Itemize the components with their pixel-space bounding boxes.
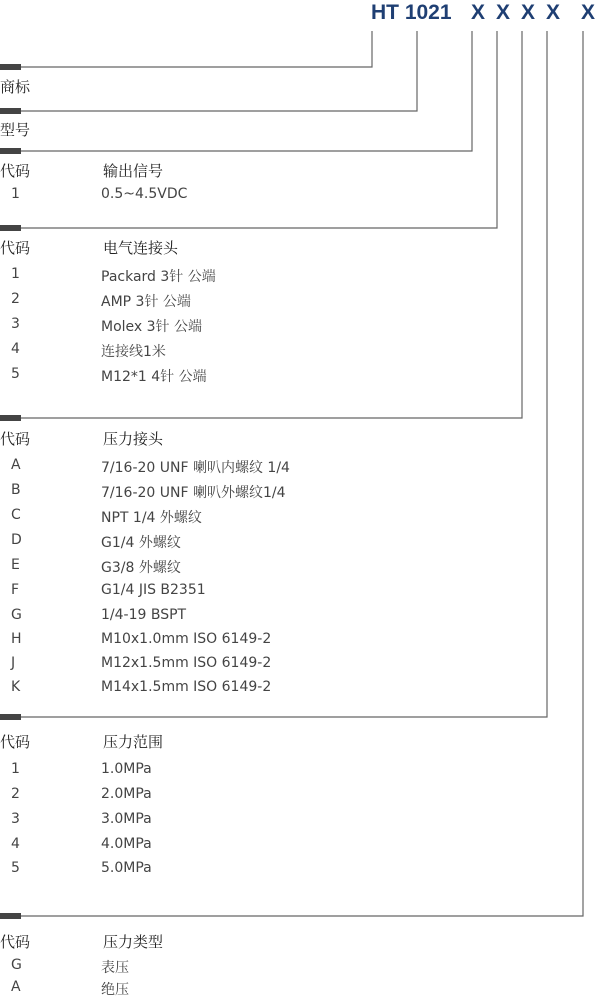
option-code: G [11,607,22,623]
option-code: B [11,482,21,498]
option-code: 4 [11,836,20,852]
section-marker [0,714,21,720]
option-code: A [11,979,21,995]
option-value: G1/4 JIS B2351 [101,582,206,598]
connector-line-pressure-range [0,31,547,717]
section-marker [0,108,21,114]
section-title-output-signal: 输出信号 [103,162,164,180]
option-value: 7/16-20 UNF 喇叭外螺纹1/4 [101,485,286,501]
option-code: 1 [11,266,20,282]
option-value: NPT 1/4 外螺纹 [101,510,202,526]
option-code: H [11,631,22,647]
option-code: J [11,655,16,671]
brand-label: 商标 [0,78,31,96]
section-code-header: 代码 [0,239,31,257]
section-code-header: 代码 [0,430,31,448]
option-value: 连接线1米 [101,344,166,360]
option-code: A [11,457,21,473]
section-title-pressure-type: 压力类型 [103,933,164,951]
option-code: 4 [11,341,20,357]
section-marker [0,225,21,231]
section-title-pressure-port: 压力接头 [103,430,164,448]
section-marker [0,913,21,919]
option-code: 1 [11,761,20,777]
model-code-placeholder: X [471,1,486,24]
section-code-header: 代码 [0,733,31,751]
section-marker [0,148,21,154]
model-code-placeholder: X [496,1,511,24]
option-code: 2 [11,786,20,802]
option-value: 2.0MPa [101,786,152,802]
connector-line-pressure-type [0,31,583,916]
option-value: M12x1.5mm ISO 6149-2 [101,655,272,671]
option-value: 4.0MPa [101,836,152,852]
section-title-pressure-range: 压力范围 [103,733,164,751]
model-code-placeholder: X [546,1,561,24]
option-code: E [11,557,20,573]
option-value: Molex 3针 公端 [101,319,202,335]
model-code-prefix: HT 1021 [371,1,452,24]
option-value: 1.0MPa [101,761,152,777]
section-marker [0,64,21,70]
option-code: 3 [11,316,20,332]
option-code: 3 [11,811,20,827]
option-code: 2 [11,291,20,307]
option-value: 绝压 [101,982,129,998]
model-code-placeholder: X [521,1,536,24]
option-value: 0.5~4.5VDC [101,186,188,202]
option-code: C [11,507,21,523]
connector-line-electrical [0,31,497,228]
connector-line-model [0,31,417,111]
option-value: AMP 3针 公端 [101,294,191,310]
option-code: D [11,532,22,548]
section-title-electrical-connector: 电气连接头 [103,239,179,257]
option-value: 3.0MPa [101,811,152,827]
option-code: 1 [11,186,20,202]
option-value: G3/8 外螺纹 [101,560,181,576]
option-value: 1/4-19 BSPT [101,607,187,623]
option-code: G [11,957,22,973]
model-label: 型号 [0,121,31,139]
option-code: K [11,679,21,695]
connector-line-pressure-port [0,31,522,418]
connector-line-output-signal [0,31,472,151]
option-code: 5 [11,366,20,382]
connector-line-brand [0,31,372,67]
section-code-header: 代码 [0,933,31,951]
option-code: 5 [11,860,20,876]
model-code-placeholder: X [581,1,596,24]
option-value: Packard 3针 公端 [101,269,216,285]
option-value: M12*1 4针 公端 [101,369,207,385]
section-code-header: 代码 [0,162,31,180]
option-value: 表压 [101,960,129,976]
option-value: 5.0MPa [101,860,152,876]
option-value: G1/4 外螺纹 [101,535,181,551]
option-code: F [11,582,20,598]
section-marker [0,415,21,421]
option-value: M14x1.5mm ISO 6149-2 [101,679,272,695]
option-value: M10x1.0mm ISO 6149-2 [101,631,272,647]
option-value: 7/16-20 UNF 喇叭内螺纹 1/4 [101,460,290,476]
